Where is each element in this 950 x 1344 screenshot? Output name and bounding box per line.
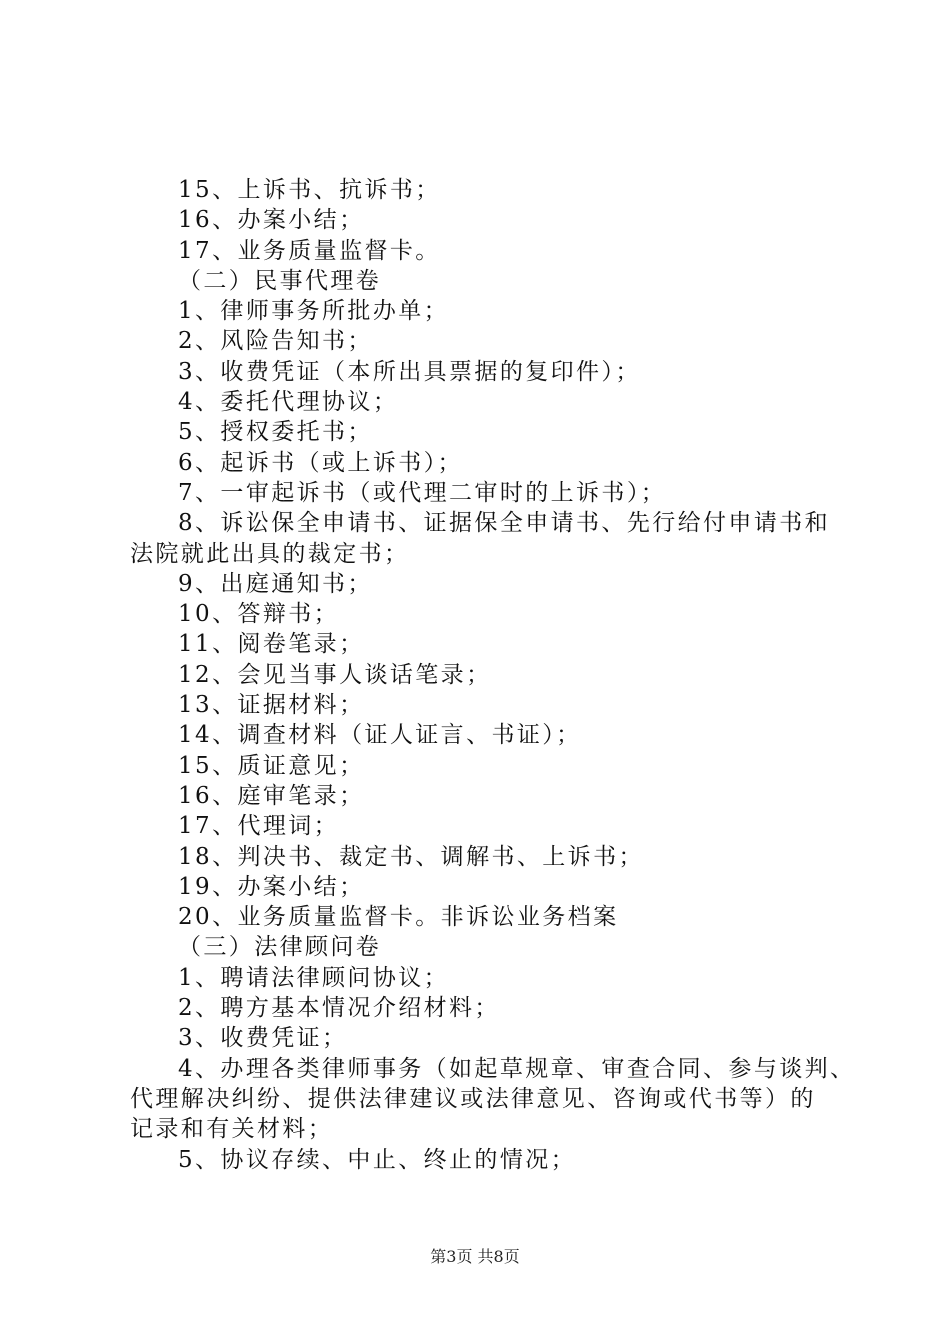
text-line: 20、业务质量监督卡。非诉讼业务档案 bbox=[178, 904, 619, 931]
text-line: 1、聘请法律顾问协议； bbox=[178, 964, 450, 991]
text-line: 4、委托代理协议； bbox=[178, 389, 399, 416]
text-line: 1、律师事务所批办单； bbox=[178, 298, 450, 325]
text-line: 代理解决纠纷、提供法律建议或法律意见、咨询或代书等）的 bbox=[130, 1085, 816, 1112]
text-line: 5、授权委托书； bbox=[178, 419, 373, 446]
document-body bbox=[130, 175, 856, 1175]
text-line: 14、调查材料（证人证言、书证）； bbox=[178, 722, 582, 749]
text-line: 17、业务质量监督卡。 bbox=[178, 237, 441, 264]
text-line: 3、收费凭证（本所出具票据的复印件）； bbox=[178, 358, 641, 385]
text-line: 2、风险告知书； bbox=[178, 328, 373, 355]
text-line: 法院就此出具的裁定书； bbox=[130, 540, 410, 567]
text-line: 11、阅卷笔录； bbox=[178, 631, 365, 658]
text-line: （二）民事代理卷 bbox=[178, 267, 382, 294]
text-line: 3、收费凭证； bbox=[178, 1025, 348, 1052]
text-line: 17、代理词； bbox=[178, 813, 340, 840]
text-line: 10、答辩书； bbox=[178, 601, 340, 628]
text-line: 19、办案小结； bbox=[178, 873, 365, 900]
text-line: 2、聘方基本情况介绍材料； bbox=[178, 995, 500, 1022]
text-line: （三）法律顾问卷 bbox=[178, 934, 382, 961]
text-line: 16、庭审笔录； bbox=[178, 782, 365, 809]
text-line: 6、起诉书（或上诉书）； bbox=[178, 449, 463, 476]
text-line: 9、出庭通知书； bbox=[178, 570, 373, 597]
text-line: 15、上诉书、抗诉书； bbox=[178, 177, 441, 203]
text-line: 16、办案小结； bbox=[178, 207, 365, 234]
text-line: 12、会见当事人谈话笔录； bbox=[178, 661, 492, 688]
text-line: 5、协议存续、中止、终止的情况； bbox=[178, 1146, 577, 1173]
text-line: 4、办理各类律师事务（如起草规章、审查合同、参与谈判、 bbox=[178, 1055, 856, 1082]
text-line: 记录和有关材料； bbox=[130, 1116, 334, 1143]
page-footer: 第3页 共8页 bbox=[430, 1247, 520, 1266]
text-line: 15、质证意见； bbox=[178, 752, 365, 779]
text-line: 13、证据材料； bbox=[178, 692, 365, 719]
text-line: 8、诉讼保全申请书、证据保全申请书、先行给付申请书和 bbox=[178, 510, 831, 537]
text-line: 18、判决书、裁定书、调解书、上诉书； bbox=[178, 843, 644, 870]
text-line: 7、一审起诉书（或代理二审时的上诉书）； bbox=[178, 479, 667, 506]
